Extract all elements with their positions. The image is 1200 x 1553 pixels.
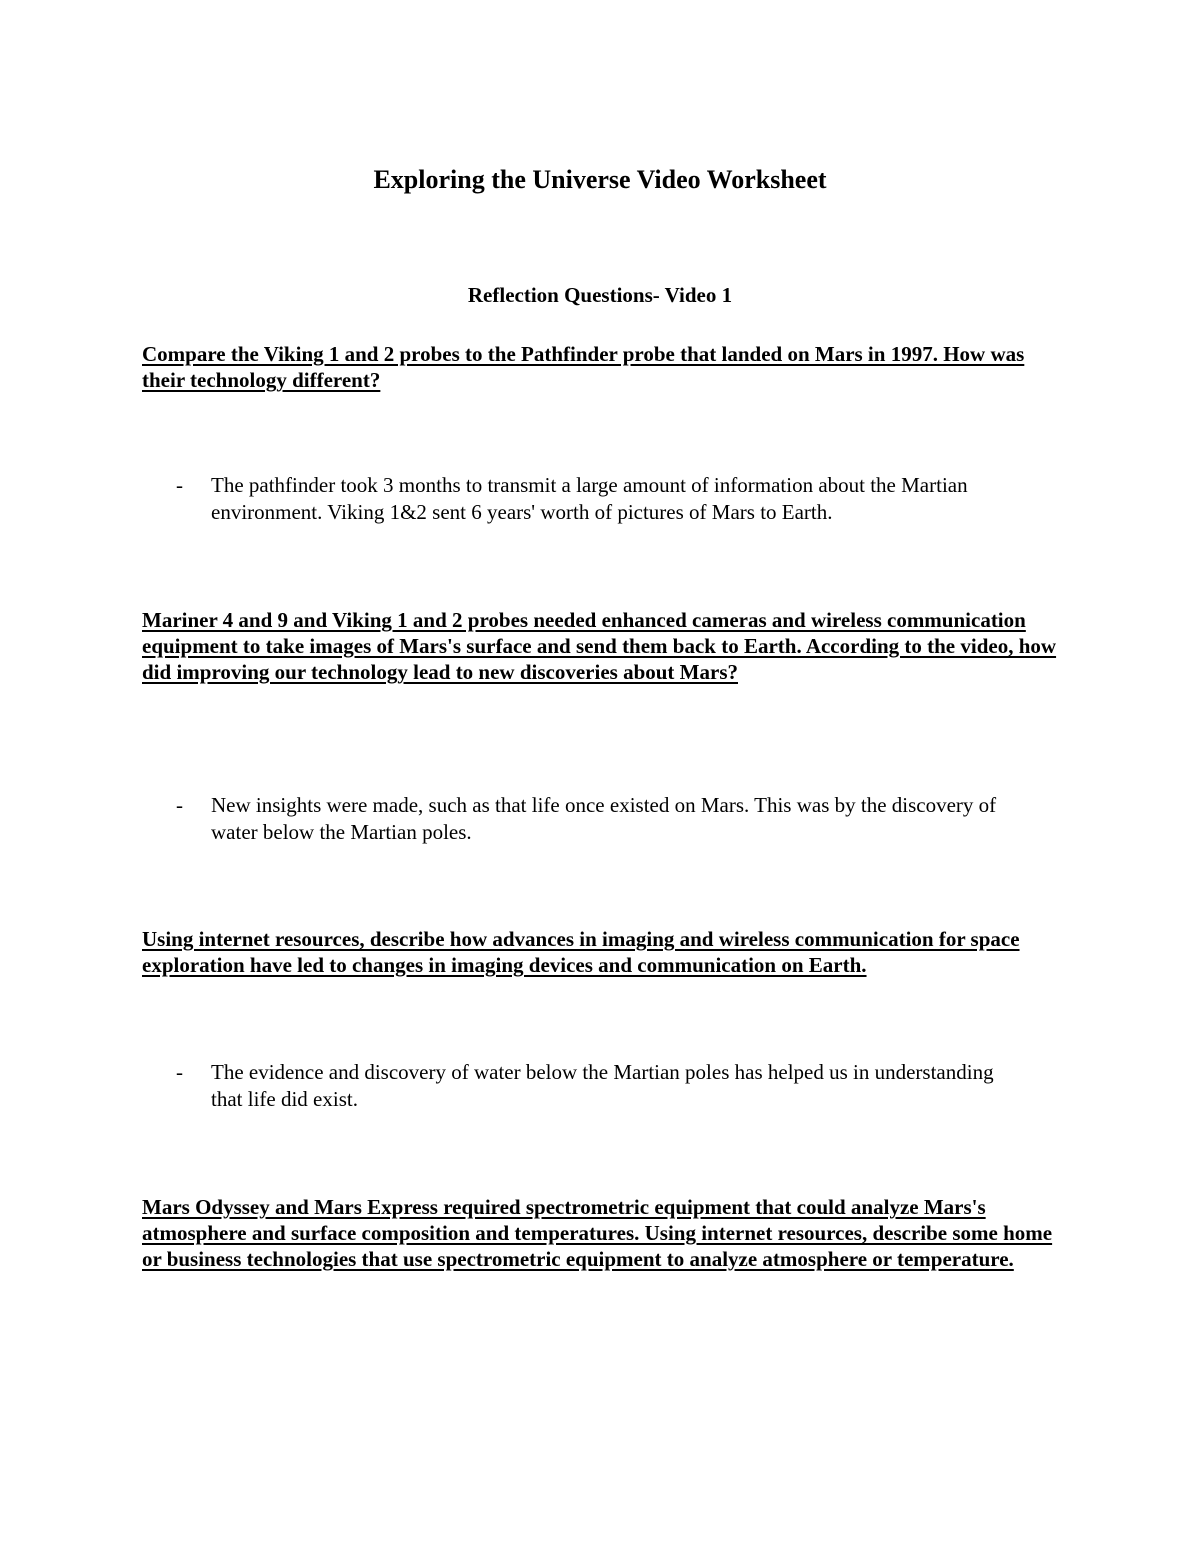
question-1: Compare the Viking 1 and 2 probes to the Pathfinder probe that landed on Mars in 1997. How was their technology different? (142, 342, 1025, 392)
answer-2-text: New insights were made, such as that life once existed on Mars. This was by the discovery of water below the Martian poles. (211, 793, 997, 844)
question-2: Mariner 4 and 9 and Viking 1 and 2 probes needed enhanced cameras and wireless communication equipment to take images of Mars's surface and send them back to Earth. According to the video, how did improving our technology lead to new discoveries about Mars? (142, 608, 1057, 684)
document-title: Exploring the Universe Video Worksheet (373, 165, 827, 194)
answer-2-bullet: - (176, 793, 183, 817)
section-subtitle: Reflection Questions- Video 1 (467, 283, 733, 307)
question-4: Mars Odyssey and Mars Express required spectrometric equipment that could analyze Mars's atmosphere and surface composition and temperatures. Using internet resources, describe some home or business technologies that use spectrometric equipment to analyze atmosphere or temperature. (142, 1195, 1053, 1271)
question-3: Using internet resources, describe how advances in imaging and wireless communication for space exploration have led to changes in imaging devices and communication on Earth. (142, 927, 1020, 977)
answer-1-text: The pathfinder took 3 months to transmit a large amount of information about the Martian environment. Viking 1&2 sent 6 years' worth of pictures of Mars to Earth. (211, 473, 968, 524)
answer-2 (176, 792, 1016, 846)
answer-3 (176, 1059, 1016, 1113)
answer-3-bullet: - (176, 1060, 183, 1084)
answer-1 (176, 472, 1016, 526)
answer-3-text: The evidence and discovery of water below the Martian poles has helped us in understanding that life did exist. (211, 1060, 994, 1111)
answer-1-bullet: - (176, 473, 183, 497)
